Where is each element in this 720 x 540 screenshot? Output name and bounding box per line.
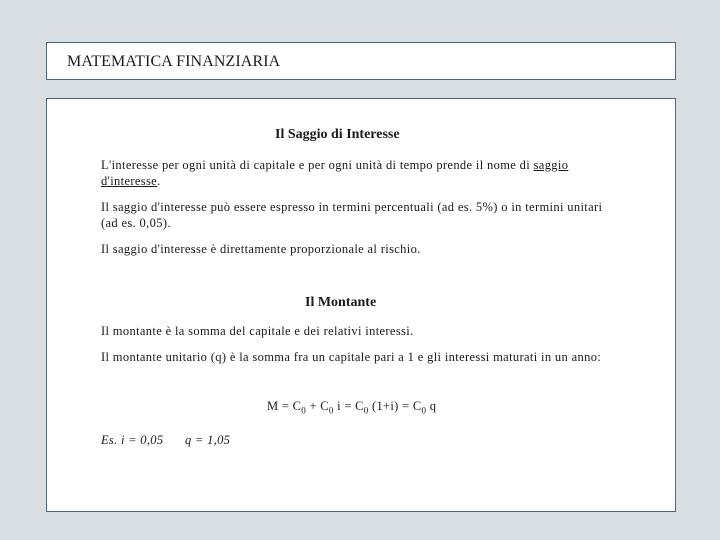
content-panel xyxy=(46,98,676,512)
formula-subscript: 0 xyxy=(328,405,334,416)
example-montante: q = 1,05 xyxy=(185,433,231,447)
paragraph-montante-definition: Il montante è la somma del capitale e dei relativi interessi. xyxy=(101,324,414,338)
formula-part: M = C xyxy=(267,399,302,413)
formula-part: i = C xyxy=(333,399,364,413)
formula-part: (1+i) = C xyxy=(368,399,422,413)
formula-part: q xyxy=(426,399,437,413)
formula-subscript: 0 xyxy=(301,405,307,416)
formula-subscript: 0 xyxy=(363,405,369,416)
page-title: MATEMATICA FINANZIARIA xyxy=(67,53,281,70)
formula-montante xyxy=(267,399,436,416)
formula-part: + C xyxy=(306,399,329,413)
section-heading-saggio: Il Saggio di Interesse xyxy=(275,127,400,142)
paragraph-montante-unitario: Il montante unitario (q) è la somma fra un capitale pari a 1 e gli interessi maturati in un anno: xyxy=(101,350,602,364)
title-bar xyxy=(46,42,676,80)
paragraph-saggio-risk: Il saggio d'interesse è direttamente proporzionale al rischio. xyxy=(101,242,421,256)
paragraph-saggio-expression: Il saggio d'interesse può essere espresso in termini percentuali (ad es. 5%) o in termini unitari (ad es. 0,05). xyxy=(101,200,603,230)
section-heading-montante: Il Montante xyxy=(305,295,377,310)
paragraph-saggio-definition xyxy=(101,157,611,189)
underlined-term: saggio d'interesse xyxy=(101,158,569,188)
paragraph-text: L'interesse per ogni unità di capitale e per ogni unità di tempo prende il nome di xyxy=(101,158,531,172)
paragraph-end: . xyxy=(157,174,161,188)
example-rate: Es. i = 0,05 xyxy=(101,433,164,447)
formula-subscript: 0 xyxy=(421,405,427,416)
